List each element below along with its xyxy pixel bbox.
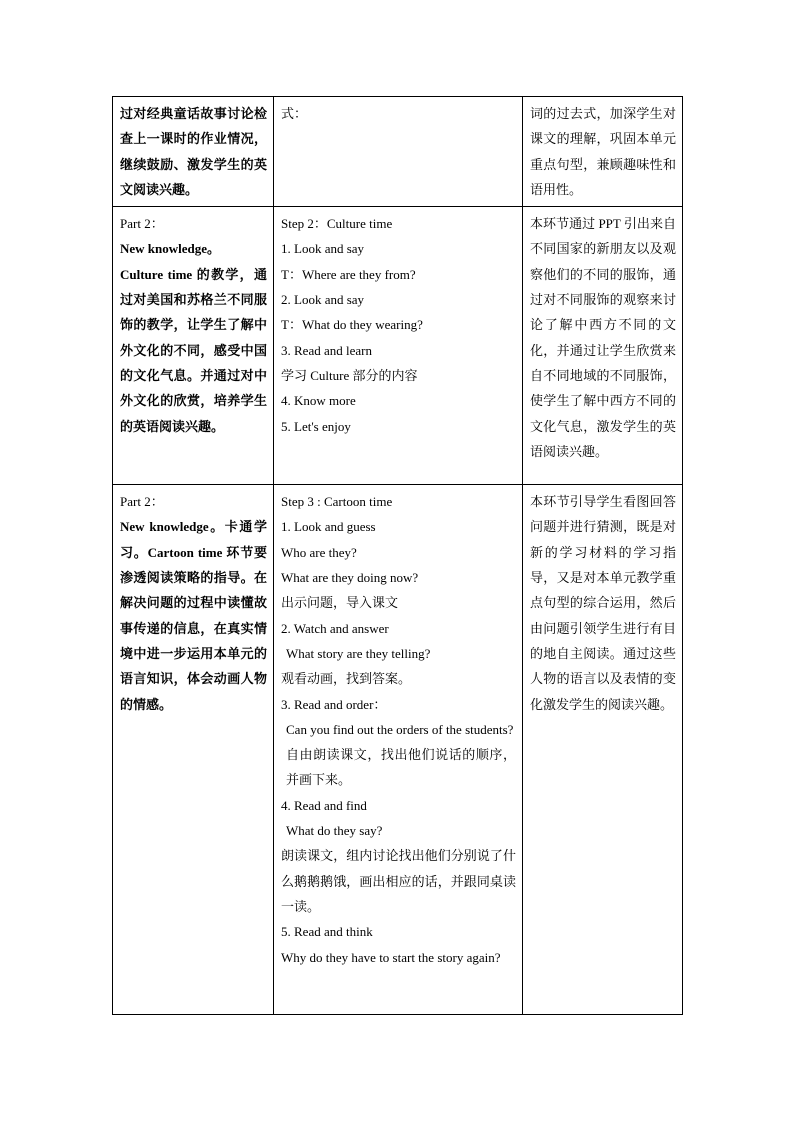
table-row (113, 485, 683, 1015)
step-line: 1. Look and guess (281, 519, 376, 535)
step-line: 3. Read and learn (281, 342, 372, 358)
activity-cell (113, 207, 274, 485)
table-row (113, 207, 683, 485)
activity-cell (113, 97, 274, 207)
step-line: 3. Read and order： (281, 696, 387, 712)
step-line: 2. Look and say (281, 292, 365, 308)
steps-cell (274, 485, 523, 1015)
step-line: What are they doing now? (281, 570, 419, 586)
step-line: 4. Read and find (281, 797, 367, 813)
step-line: T：What do they wearing? (281, 317, 423, 333)
step-line: 学习 Culture 部分的内容 (281, 367, 418, 383)
section-heading: New knowledge。 (120, 241, 221, 257)
step-title: Step 3 : Cartoon time (281, 494, 393, 510)
step-line: 式： (281, 106, 308, 121)
purpose-text: 词的过去式，加深学生对课文的理解，巩固本单元重点句型，兼顾趣味性和语用性。 (530, 106, 676, 197)
steps-cell (274, 207, 523, 485)
step-line: T：Where are they from? (281, 266, 416, 282)
step-line: What story are they telling? (286, 645, 431, 661)
step-line: Can you find out the orders of the students? (286, 721, 514, 737)
activity-text: Culture time 的教学，通过对美国和苏格兰不同服饰的教学，让学生了解中外文化的不同，感受中国的文化气息。并通过对中外文化的欣赏，培养学生的英语阅读兴趣。 (120, 266, 267, 434)
purpose-cell (523, 485, 683, 1015)
step-line: Why do they have to start the story again? (281, 949, 501, 965)
steps-cell (274, 97, 523, 207)
step-line: 自由朗读课文，找出他们说话的顺序，并画下来。 (286, 747, 516, 788)
step-line: 4. Know more (281, 393, 356, 409)
activity-text: New knowledge。卡通学习。Cartoon time 环节要渗透阅读策略的指导。在解决问题的过程中读懂故事传递的信息，在真实情境中进一步运用本单元的语言知识，体会动画人物的情感。 (120, 519, 267, 712)
step-line: 观看动画，找到答案。 (281, 671, 412, 687)
purpose-text: 本环节通过 PPT 引出来自不同国家的新朋友以及观察他们的不同的服饰，通过对不同服饰的观察来讨论了解中西方不同的文化，并通过让学生欣赏来自不同地域的不同服饰，使学生了解中西方不同的文化气息，激发学生的英语阅读兴趣。 (530, 216, 676, 459)
step-line: 1. Look and say (281, 241, 365, 257)
step-line: 5. Read and think (281, 924, 373, 940)
step-line: What do they say? (286, 823, 383, 839)
purpose-cell (523, 97, 683, 207)
part-label: Part 2： (120, 216, 164, 232)
purpose-text: 本环节引导学生看图回答问题并进行猜测，既是对新的学习材料的学习指导，又是对本单元教学重点句型的综合运用，然后由问题引领学生进行有目的地自主阅读。通过这些人物的语言以及表情的变化激发学生的阅读兴趣。 (530, 494, 676, 712)
step-line: Who are they? (281, 544, 357, 560)
part-label: Part 2： (120, 494, 164, 510)
purpose-cell (523, 207, 683, 485)
table-row (113, 97, 683, 207)
step-line: 5. Let's enjoy (281, 418, 351, 434)
activity-text: 过对经典童话故事讨论检查上一课时的作业情况，继续鼓励、激发学生的英文阅读兴趣。 (120, 106, 267, 197)
activity-cell (113, 485, 274, 1015)
step-title: Step 2：Culture time (281, 216, 393, 232)
step-line: 朗读课文，组内讨论找出他们分别说了什么鹅鹅鹅饿，画出相应的话，并跟同桌读一读。 (281, 848, 516, 914)
step-line: 2. Watch and answer (281, 620, 389, 636)
lesson-plan-table (112, 96, 683, 1015)
step-line: 出示问题，导入课文 (281, 595, 399, 611)
